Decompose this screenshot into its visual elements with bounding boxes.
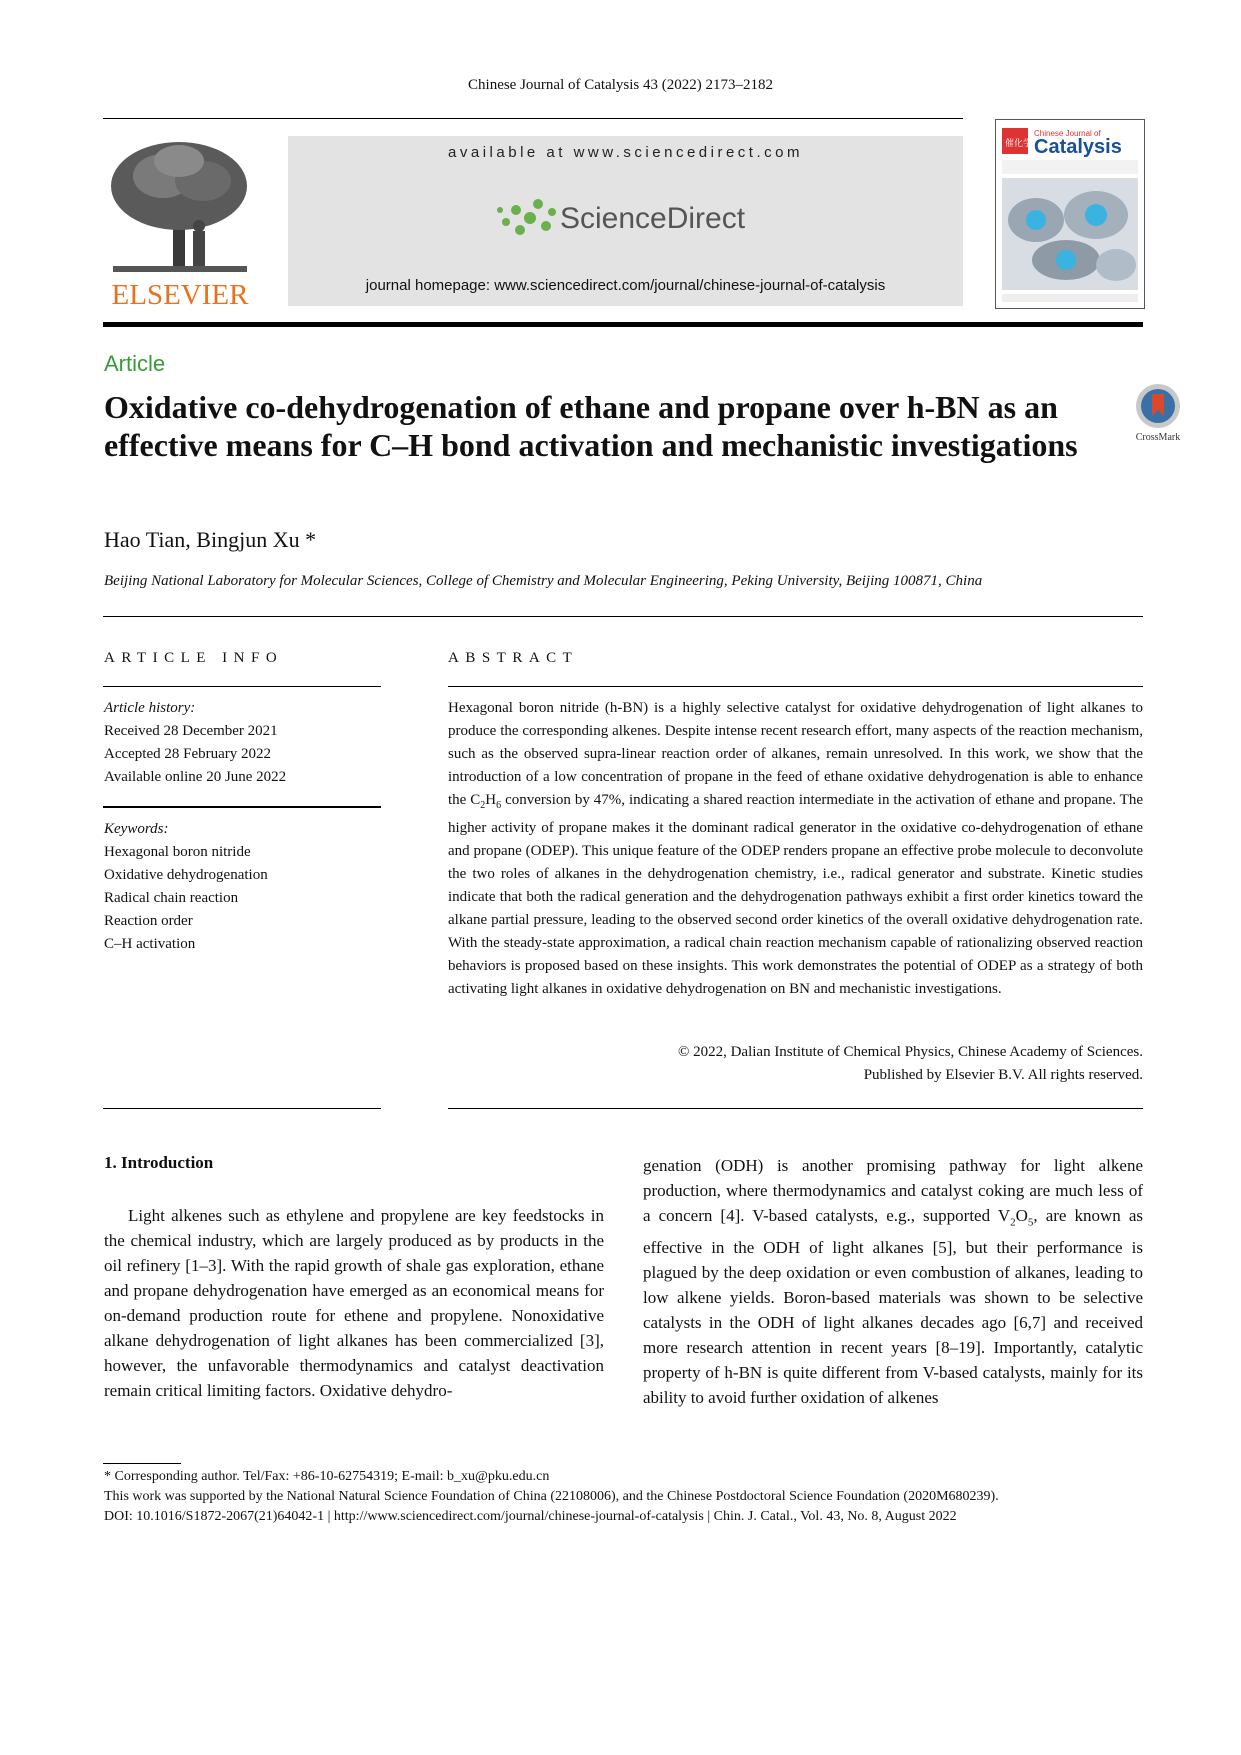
cover-title-small: Chinese Journal of bbox=[1034, 129, 1101, 138]
corresponding-author-note: * Corresponding author. Tel/Fax: +86-10-62754319; E-mail: b_xu@pku.edu.cn bbox=[104, 1469, 550, 1484]
keyword-item: Oxidative dehydrogenation bbox=[104, 867, 268, 883]
footnote-rule bbox=[103, 1463, 181, 1464]
keyword-item: Reaction order bbox=[104, 913, 193, 929]
elsevier-logo bbox=[103, 136, 257, 312]
keyword-item: Radical chain reaction bbox=[104, 890, 239, 906]
article-history bbox=[104, 697, 384, 789]
doi-line: DOI: 10.1016/S1872-2067(21)64042-1 | http://www.sciencedirect.com/journal/chinese-journal-of-catalysis | Chin. J. Catal., Vol. 43, No. 8, August 2022 bbox=[104, 1509, 957, 1524]
abstract-sub-a: 2 bbox=[480, 800, 486, 811]
authors: Hao Tian, Bingjun Xu * bbox=[104, 527, 317, 552]
intro-right-b: , are known as effective in the ODH of light alkanes [5], but their performance is plagued by the deep oxidation or even combustion of alkanes, leading to low alkene yields. Boron-based materials was shown to be selective catalysts in the ODH of light alkanes decades ago [6,7] and received more research attention in recent years [8–19]. Importantly, catalytic property of h-BN is quite different from V-based catalysts, mainly for its ability to avoid further oxidation of alkenes bbox=[643, 1206, 1143, 1408]
publisher-line: Published by Elsevier B.V. All rights reserved. bbox=[863, 1067, 1143, 1083]
footnotes bbox=[104, 1467, 1144, 1527]
elsevier-wordmark: ELSEVIER bbox=[111, 279, 249, 311]
sciencedirect-wordmark: ScienceDirect bbox=[560, 202, 746, 235]
intro-right-sub1: 2 bbox=[1010, 1216, 1016, 1229]
crossmark-icon bbox=[1128, 382, 1188, 432]
journal-cover bbox=[995, 119, 1145, 309]
header-thick-rule bbox=[103, 322, 1143, 327]
abstract-mid: H bbox=[485, 792, 497, 808]
article-info-rule-top bbox=[103, 686, 381, 687]
copyright-block bbox=[448, 1041, 1143, 1087]
affiliation: Beijing National Laboratory for Molecular Sciences, College of Chemistry and Molecular Engineering, Peking University, Beijing 100871, China bbox=[104, 573, 983, 589]
abstract-text bbox=[448, 697, 1143, 1001]
article-type: Article bbox=[104, 351, 166, 376]
history-accepted: Accepted 28 February 2022 bbox=[104, 746, 272, 762]
sciencedirect-banner bbox=[288, 136, 963, 306]
cover-cjk: 催化学报 bbox=[1005, 139, 1042, 149]
cover-title-big: Catalysis bbox=[1034, 136, 1122, 158]
article-title: Oxidative co-dehydrogenation of ethane and propane over h-BN as an effective means for C–H bond activation and mechanistic investigations bbox=[104, 389, 1078, 463]
article-info-label: ARTICLE INFO bbox=[104, 650, 284, 666]
keywords bbox=[104, 818, 384, 956]
abstract-rule-bottom bbox=[448, 1108, 1143, 1109]
crossmark-badge[interactable] bbox=[1128, 382, 1188, 446]
abstract-part-1: Hexagonal boron nitride (h-BN) is a highly selective catalyst for oxidative dehydrogenation of light alkanes to produce the corresponding alkenes. Despite intense recent research effort, many aspects of the reaction mechanism, such as the observed supra-linear reaction order of alkanes, remain unresolved. In this work, we show that the introduction of a low concentration of propane in the feed of ethane oxidative dehydrogenation is able to enhance the C bbox=[448, 700, 1143, 808]
article-info-rule-mid bbox=[103, 806, 381, 808]
affiliation-rule bbox=[103, 616, 1143, 617]
tree-emblem-icon bbox=[103, 136, 257, 276]
running-head: Chinese Journal of Catalysis 43 (2022) 2173–2182 bbox=[468, 77, 773, 93]
keyword-item: C–H activation bbox=[104, 936, 196, 952]
intro-right-o: O bbox=[1015, 1206, 1028, 1225]
intro-right-sub2: 5 bbox=[1027, 1216, 1034, 1229]
keywords-heading: Keywords: bbox=[104, 821, 169, 837]
abstract-sub-b: 6 bbox=[496, 800, 502, 811]
history-heading: Article history: bbox=[104, 700, 196, 716]
abstract-rule-top bbox=[448, 686, 1143, 687]
available-at-text: available at www.sciencedirect.com bbox=[448, 144, 803, 161]
copyright-line: © 2022, Dalian Institute of Chemical Physics, Chinese Academy of Sciences. bbox=[677, 1044, 1143, 1060]
introduction-column-left: Light alkenes such as ethylene and propylene are key feedstocks in the chemical industry, which are largely produced as by products in the oil refinery [1–3]. With the rapid growth of shale gas exploration, ethane and propane dehydrogenation have emerged as an economical means for on-demand production route for ethene and propylene. Nonoxidative alkane dehydrogenation of light alkanes has been commercialized [3], however, the unfavorable thermodynamics and catalyst deactivation remain critical limiting factors. Oxidative dehydro- bbox=[104, 1206, 604, 1400]
intro-right-a: genation (ODH) is another promising pathway for light alkene production, where thermodynamics and catalyst coking are much less of a concern [4]. V-based catalysts, e.g., supported V bbox=[643, 1156, 1143, 1225]
history-online: Available online 20 June 2022 bbox=[104, 769, 287, 785]
abstract-part-2: conversion by 47%, indicating a shared reaction intermediate in the activation of ethane and propane. The higher activity of propane makes it the dominant radical generator in the oxidative co-dehydrogenation of ethane and propane (ODEP). This unique feature of the ODEP renders propane an effective probe molecule to deconvolute the two roles of alkanes in the dehydrogenation chemistry, i.e., radical generator and substrate. Kinetic studies indicate that both the radical generation and the dehydrogenation pathways exhibit a first order kinetics toward the alkane partial pressure, leading to the observed second order kinetics of the overall oxidative dehydrogenation rate. With the steady-state approximation, a radical chain reaction mechanism capable of rationalizing observed reaction behaviors is proposed based on these insights. This work demonstrates the potential of ODEP as a strategy of both activating light alkanes in oxidative dehydrogenation on BN and mechanistic investigations. bbox=[448, 792, 1143, 997]
funding-note: This work was supported by the National Natural Science Foundation of China (22108006), and the Chinese Postdoctoral Science Foundation (2020M680239). bbox=[104, 1489, 999, 1504]
top-rule bbox=[103, 118, 963, 119]
sciencedirect-logo bbox=[494, 192, 764, 242]
sciencedirect-dots-icon bbox=[494, 192, 764, 242]
crossmark-label: CrossMark bbox=[1135, 432, 1181, 443]
article-info-rule-bottom bbox=[103, 1108, 381, 1109]
abstract-label: ABSTRACT bbox=[448, 650, 579, 666]
history-received: Received 28 December 2021 bbox=[104, 723, 278, 739]
keyword-item: Hexagonal boron nitride bbox=[104, 844, 251, 860]
journal-homepage: journal homepage: www.sciencedirect.com/journal/chinese-journal-of-catalysis bbox=[365, 277, 886, 294]
introduction-heading: 1. Introduction bbox=[104, 1153, 214, 1172]
introduction-column-right bbox=[643, 1153, 1143, 1410]
